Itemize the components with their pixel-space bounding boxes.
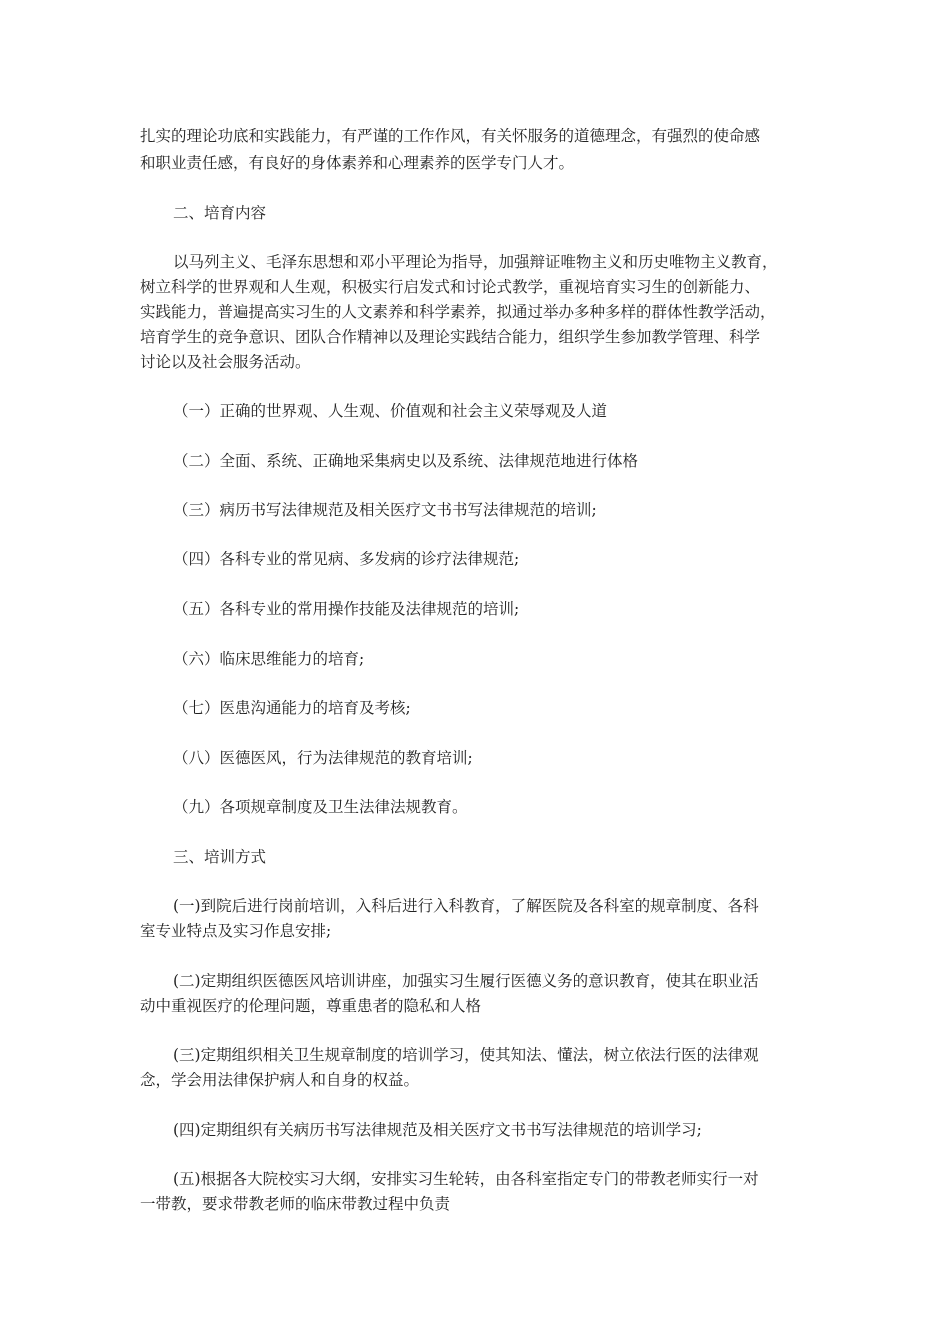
paragraph-line: 念，学会用法律保护病人和自身的权益。: [140, 1071, 420, 1089]
paragraph-line: 树立科学的世界观和人生观，积极实行启发式和讨论式教学，重视培育实习生的创新能力、: [140, 278, 761, 296]
list-item: （八）医德医风，行为法律规范的教育培训;: [173, 749, 473, 767]
list-item: （一）正确的世界观、人生观、价值观和社会主义荣辱观及人道: [173, 402, 608, 420]
section-heading: 三、培训方式: [173, 848, 267, 866]
paragraph-line: 扎实的理论功底和实践能力，有严谨的工作作风，有关怀服务的道德理念，有强烈的使命感: [140, 127, 761, 145]
paragraph-line: 讨论以及社会服务活动。: [140, 353, 311, 371]
paragraph-line: 培育学生的竞争意识、团队合作精神以及理论实践结合能力，组织学生参加教学管理、科学: [140, 328, 761, 346]
list-item: （六）临床思维能力的培育;: [173, 650, 365, 668]
list-item: （二）全面、系统、正确地采集病史以及系统、法律规范地进行体格: [173, 452, 639, 470]
paragraph-line: (二)定期组织医德医风培训讲座，加强实习生履行医德义务的意识教育，使其在职业活: [173, 972, 759, 990]
paragraph-line: (一)到院后进行岗前培训，入科后进行入科教育，了解医院及各科室的规章制度、各科: [173, 897, 759, 915]
list-item: （三）病历书写法律规范及相关医疗文书书写法律规范的培训;: [173, 501, 597, 519]
paragraph-line: 动中重视医疗的伦理问题，尊重患者的隐私和人格: [140, 997, 482, 1015]
paragraph-line: (三)定期组织相关卫生规章制度的培训学习，使其知法、懂法，树立依法行医的法律观: [173, 1046, 759, 1064]
paragraph-line: 以马列主义、毛泽东思想和邓小平理论为指导，加强辩证唯物主义和历史唯物主义教育，: [173, 253, 778, 271]
paragraph-line: (五)根据各大院校实习大纲，安排实习生轮转，由各科室指定专门的带教老师实行一对: [173, 1170, 759, 1188]
list-item: （九）各项规章制度及卫生法律法规教育。: [173, 798, 468, 816]
paragraph-line: 和职业责任感，有良好的身体素养和心理素养的医学专门人才。: [140, 154, 575, 172]
paragraph-line: 室专业特点及实习作息安排;: [140, 922, 332, 940]
paragraph-line: 一带教，要求带教老师的临床带教过程中负责: [140, 1195, 451, 1213]
paragraph-line: (四)定期组织有关病历书写法律规范及相关医疗文书书写法律规范的培训学习;: [173, 1121, 702, 1139]
list-item: （七）医患沟通能力的培育及考核;: [173, 699, 411, 717]
paragraph-line: 实践能力，普遍提高实习生的人文素养和科学素养，拟通过举办多种多样的群体性教学活动，: [140, 303, 776, 321]
section-heading: 二、培育内容: [173, 204, 267, 222]
list-item: （四）各科专业的常见病、多发病的诊疗法律规范;: [173, 550, 520, 568]
list-item: （五）各科专业的常用操作技能及法律规范的培训;: [173, 600, 520, 618]
